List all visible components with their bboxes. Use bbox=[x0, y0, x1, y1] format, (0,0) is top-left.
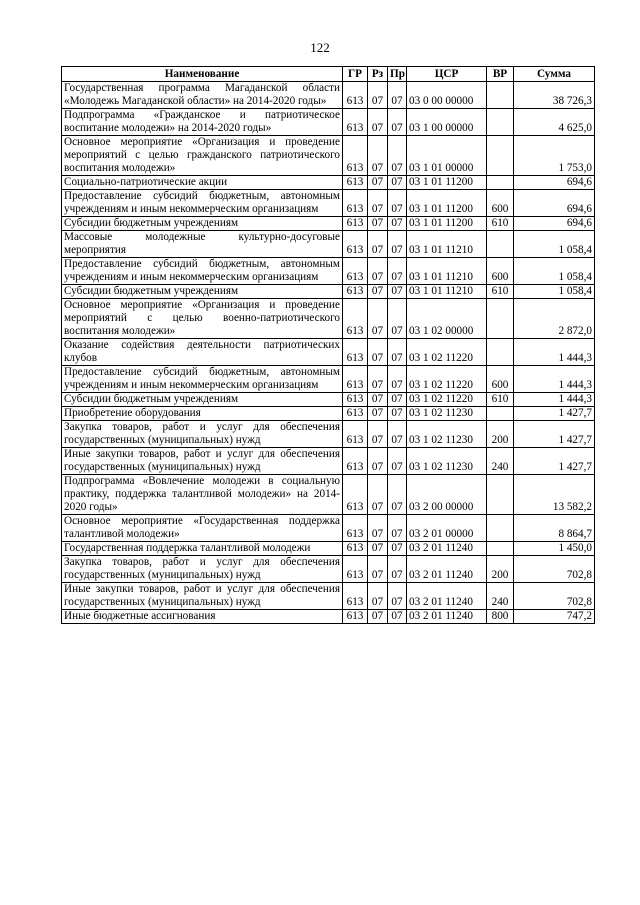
row-sum-cell: 702,8 bbox=[514, 583, 595, 610]
row-rz-cell: 07 bbox=[368, 542, 388, 556]
header-sum: Сумма bbox=[514, 67, 595, 82]
table-row bbox=[62, 217, 595, 231]
row-pr-cell: 07 bbox=[388, 366, 407, 393]
row-rz-cell: 07 bbox=[368, 610, 388, 624]
row-pr-cell: 07 bbox=[388, 421, 407, 448]
row-name-cell: Основное мероприятие «Государственная поддержка талантливой молодежи» bbox=[62, 515, 343, 542]
table-row bbox=[62, 258, 595, 285]
row-rz-cell: 07 bbox=[368, 339, 388, 366]
row-name-cell: Подпрограмма «Вовлечение молодежи в социальную практику, поддержка талантливой молодежи» на 2014-2020 годы» bbox=[62, 475, 343, 515]
row-sum-cell: 1 444,3 bbox=[514, 339, 595, 366]
row-csr-cell: 03 1 01 11200 bbox=[407, 190, 487, 217]
row-vr-cell bbox=[487, 82, 514, 109]
row-csr-cell: 03 1 01 11210 bbox=[407, 258, 487, 285]
row-vr-cell bbox=[487, 231, 514, 258]
row-vr-cell: 610 bbox=[487, 217, 514, 231]
row-vr-cell bbox=[487, 176, 514, 190]
row-gr-cell: 613 bbox=[343, 258, 368, 285]
row-vr-cell: 600 bbox=[487, 366, 514, 393]
row-sum-cell: 1 444,3 bbox=[514, 366, 595, 393]
row-rz-cell: 07 bbox=[368, 299, 388, 339]
row-pr-cell: 07 bbox=[388, 299, 407, 339]
table-row bbox=[62, 285, 595, 299]
row-csr-cell: 03 1 02 11230 bbox=[407, 421, 487, 448]
page-number: 122 bbox=[310, 40, 330, 55]
row-gr-cell: 613 bbox=[343, 109, 368, 136]
row-rz-cell: 07 bbox=[368, 285, 388, 299]
row-pr-cell: 07 bbox=[388, 407, 407, 421]
row-gr-cell: 613 bbox=[343, 176, 368, 190]
row-vr-cell bbox=[487, 109, 514, 136]
row-rz-cell: 07 bbox=[368, 515, 388, 542]
row-gr-cell: 613 bbox=[343, 475, 368, 515]
table-row bbox=[62, 515, 595, 542]
row-gr-cell: 613 bbox=[343, 217, 368, 231]
row-sum-cell: 1 427,7 bbox=[514, 421, 595, 448]
row-rz-cell: 07 bbox=[368, 82, 388, 109]
row-csr-cell: 03 1 02 11230 bbox=[407, 448, 487, 475]
row-vr-cell bbox=[487, 136, 514, 176]
row-rz-cell: 07 bbox=[368, 407, 388, 421]
row-csr-cell: 03 1 01 11200 bbox=[407, 176, 487, 190]
row-name-cell: Подпрограмма «Гражданское и патриотическое воспитание молодежи» на 2014-2020 годы» bbox=[62, 109, 343, 136]
row-sum-cell: 694,6 bbox=[514, 217, 595, 231]
header-pr: Пр bbox=[388, 67, 407, 82]
row-csr-cell: 03 1 02 00000 bbox=[407, 299, 487, 339]
row-sum-cell: 1 427,7 bbox=[514, 448, 595, 475]
row-pr-cell: 07 bbox=[388, 393, 407, 407]
row-pr-cell: 07 bbox=[388, 475, 407, 515]
row-gr-cell: 613 bbox=[343, 448, 368, 475]
row-rz-cell: 07 bbox=[368, 583, 388, 610]
row-pr-cell: 07 bbox=[388, 542, 407, 556]
row-csr-cell: 03 2 01 11240 bbox=[407, 556, 487, 583]
row-pr-cell: 07 bbox=[388, 556, 407, 583]
row-name-cell: Социально-патриотические акции bbox=[62, 176, 343, 190]
row-pr-cell: 07 bbox=[388, 285, 407, 299]
row-csr-cell: 03 2 01 11240 bbox=[407, 583, 487, 610]
row-gr-cell: 613 bbox=[343, 421, 368, 448]
table-row bbox=[62, 407, 595, 421]
row-vr-cell: 200 bbox=[487, 556, 514, 583]
row-pr-cell: 07 bbox=[388, 136, 407, 176]
table-row bbox=[62, 231, 595, 258]
row-sum-cell: 4 625,0 bbox=[514, 109, 595, 136]
row-sum-cell: 1 058,4 bbox=[514, 231, 595, 258]
row-csr-cell: 03 2 01 11240 bbox=[407, 542, 487, 556]
row-gr-cell: 613 bbox=[343, 407, 368, 421]
row-vr-cell: 600 bbox=[487, 258, 514, 285]
row-rz-cell: 07 bbox=[368, 258, 388, 285]
row-vr-cell: 240 bbox=[487, 583, 514, 610]
table-row bbox=[62, 448, 595, 475]
row-name-cell: Иные бюджетные ассигнования bbox=[62, 610, 343, 624]
row-csr-cell: 03 1 00 00000 bbox=[407, 109, 487, 136]
row-name-cell: Основное мероприятие «Организация и проведение мероприятий с целью военно-патриотического воспитания молодежи» bbox=[62, 299, 343, 339]
row-name-cell: Основное мероприятие «Организация и проведение мероприятий с целью гражданского патриотического воспитания молодежи» bbox=[62, 136, 343, 176]
row-pr-cell: 07 bbox=[388, 258, 407, 285]
row-vr-cell bbox=[487, 515, 514, 542]
row-name-cell: Государственная поддержка талантливой молодежи bbox=[62, 542, 343, 556]
row-csr-cell: 03 0 00 00000 bbox=[407, 82, 487, 109]
row-gr-cell: 613 bbox=[343, 610, 368, 624]
row-sum-cell: 747,2 bbox=[514, 610, 595, 624]
row-sum-cell: 8 864,7 bbox=[514, 515, 595, 542]
row-csr-cell: 03 1 01 00000 bbox=[407, 136, 487, 176]
header-rz: Рз bbox=[368, 67, 388, 82]
table-row bbox=[62, 176, 595, 190]
row-csr-cell: 03 2 00 00000 bbox=[407, 475, 487, 515]
row-name-cell: Приобретение оборудования bbox=[62, 407, 343, 421]
row-name-cell: Массовые молодежные культурно-досуговые мероприятия bbox=[62, 231, 343, 258]
row-name-cell: Закупка товаров, работ и услуг для обеспечения государственных (муниципальных) нужд bbox=[62, 556, 343, 583]
header-gr: ГР bbox=[343, 67, 368, 82]
table-header-row bbox=[62, 67, 595, 82]
row-name-cell: Оказание содействия деятельности патриотических клубов bbox=[62, 339, 343, 366]
row-gr-cell: 613 bbox=[343, 299, 368, 339]
row-gr-cell: 613 bbox=[343, 583, 368, 610]
header-name: Наименование bbox=[62, 67, 343, 82]
table-row bbox=[62, 393, 595, 407]
table-row bbox=[62, 583, 595, 610]
table-row bbox=[62, 339, 595, 366]
row-csr-cell: 03 1 01 11210 bbox=[407, 231, 487, 258]
row-sum-cell: 1 450,0 bbox=[514, 542, 595, 556]
row-vr-cell: 200 bbox=[487, 421, 514, 448]
row-pr-cell: 07 bbox=[388, 448, 407, 475]
row-gr-cell: 613 bbox=[343, 339, 368, 366]
row-rz-cell: 07 bbox=[368, 217, 388, 231]
row-vr-cell: 610 bbox=[487, 285, 514, 299]
row-pr-cell: 07 bbox=[388, 82, 407, 109]
table-row bbox=[62, 190, 595, 217]
row-gr-cell: 613 bbox=[343, 556, 368, 583]
row-vr-cell: 800 bbox=[487, 610, 514, 624]
row-sum-cell: 702,8 bbox=[514, 556, 595, 583]
row-csr-cell: 03 1 02 11220 bbox=[407, 339, 487, 366]
row-vr-cell: 600 bbox=[487, 190, 514, 217]
row-sum-cell: 38 726,3 bbox=[514, 82, 595, 109]
row-pr-cell: 07 bbox=[388, 190, 407, 217]
row-sum-cell: 694,6 bbox=[514, 176, 595, 190]
row-vr-cell bbox=[487, 339, 514, 366]
row-sum-cell: 1 427,7 bbox=[514, 407, 595, 421]
row-name-cell: Государственная программа Магаданской области «Молодежь Магаданской области» на 2014-2020 годы» bbox=[62, 82, 343, 109]
table-row bbox=[62, 475, 595, 515]
row-vr-cell bbox=[487, 475, 514, 515]
row-sum-cell: 13 582,2 bbox=[514, 475, 595, 515]
row-rz-cell: 07 bbox=[368, 109, 388, 136]
row-name-cell: Иные закупки товаров, работ и услуг для обеспечения государственных (муниципальных) нужд bbox=[62, 583, 343, 610]
row-csr-cell: 03 1 01 11200 bbox=[407, 217, 487, 231]
row-sum-cell: 694,6 bbox=[514, 190, 595, 217]
row-csr-cell: 03 1 02 11230 bbox=[407, 407, 487, 421]
row-gr-cell: 613 bbox=[343, 285, 368, 299]
row-name-cell: Предоставление субсидий бюджетным, автономным учреждениям и иным некоммерческим организациям bbox=[62, 258, 343, 285]
header-vr: ВР bbox=[487, 67, 514, 82]
row-rz-cell: 07 bbox=[368, 231, 388, 258]
row-rz-cell: 07 bbox=[368, 190, 388, 217]
row-gr-cell: 613 bbox=[343, 542, 368, 556]
row-rz-cell: 07 bbox=[368, 393, 388, 407]
row-pr-cell: 07 bbox=[388, 109, 407, 136]
row-vr-cell: 610 bbox=[487, 393, 514, 407]
table-row bbox=[62, 299, 595, 339]
row-rz-cell: 07 bbox=[368, 176, 388, 190]
row-name-cell: Предоставление субсидий бюджетным, автономным учреждениям и иным некоммерческим организациям bbox=[62, 366, 343, 393]
row-gr-cell: 613 bbox=[343, 515, 368, 542]
row-gr-cell: 613 bbox=[343, 393, 368, 407]
row-csr-cell: 03 2 01 00000 bbox=[407, 515, 487, 542]
row-csr-cell: 03 1 01 11210 bbox=[407, 285, 487, 299]
row-pr-cell: 07 bbox=[388, 231, 407, 258]
row-csr-cell: 03 2 01 11240 bbox=[407, 610, 487, 624]
table-row bbox=[62, 421, 595, 448]
row-pr-cell: 07 bbox=[388, 515, 407, 542]
table-row bbox=[62, 136, 595, 176]
row-pr-cell: 07 bbox=[388, 583, 407, 610]
row-sum-cell: 1 058,4 bbox=[514, 285, 595, 299]
row-pr-cell: 07 bbox=[388, 217, 407, 231]
row-csr-cell: 03 1 02 11220 bbox=[407, 366, 487, 393]
row-rz-cell: 07 bbox=[368, 556, 388, 583]
row-name-cell: Субсидии бюджетным учреждениям bbox=[62, 285, 343, 299]
table-row bbox=[62, 82, 595, 109]
row-sum-cell: 1 058,4 bbox=[514, 258, 595, 285]
table-row bbox=[62, 556, 595, 583]
row-pr-cell: 07 bbox=[388, 610, 407, 624]
row-rz-cell: 07 bbox=[368, 421, 388, 448]
row-gr-cell: 613 bbox=[343, 190, 368, 217]
row-csr-cell: 03 1 02 11220 bbox=[407, 393, 487, 407]
row-rz-cell: 07 bbox=[368, 448, 388, 475]
row-rz-cell: 07 bbox=[368, 136, 388, 176]
row-vr-cell bbox=[487, 542, 514, 556]
table-row bbox=[62, 542, 595, 556]
header-csr: ЦСР bbox=[407, 67, 487, 82]
row-sum-cell: 1 444,3 bbox=[514, 393, 595, 407]
row-vr-cell bbox=[487, 299, 514, 339]
row-name-cell: Субсидии бюджетным учреждениям bbox=[62, 217, 343, 231]
table-row bbox=[62, 366, 595, 393]
row-sum-cell: 2 872,0 bbox=[514, 299, 595, 339]
table-row bbox=[62, 610, 595, 624]
budget-table bbox=[61, 66, 595, 624]
row-gr-cell: 613 bbox=[343, 82, 368, 109]
row-name-cell: Субсидии бюджетным учреждениям bbox=[62, 393, 343, 407]
row-name-cell: Иные закупки товаров, работ и услуг для обеспечения государственных (муниципальных) нужд bbox=[62, 448, 343, 475]
row-gr-cell: 613 bbox=[343, 136, 368, 176]
row-vr-cell bbox=[487, 407, 514, 421]
row-gr-cell: 613 bbox=[343, 366, 368, 393]
table-row bbox=[62, 109, 595, 136]
row-sum-cell: 1 753,0 bbox=[514, 136, 595, 176]
row-name-cell: Предоставление субсидий бюджетным, автономным учреждениям и иным некоммерческим организациям bbox=[62, 190, 343, 217]
row-name-cell: Закупка товаров, работ и услуг для обеспечения государственных (муниципальных) нужд bbox=[62, 421, 343, 448]
row-vr-cell: 240 bbox=[487, 448, 514, 475]
row-rz-cell: 07 bbox=[368, 366, 388, 393]
row-pr-cell: 07 bbox=[388, 176, 407, 190]
row-gr-cell: 613 bbox=[343, 231, 368, 258]
row-pr-cell: 07 bbox=[388, 339, 407, 366]
row-rz-cell: 07 bbox=[368, 475, 388, 515]
